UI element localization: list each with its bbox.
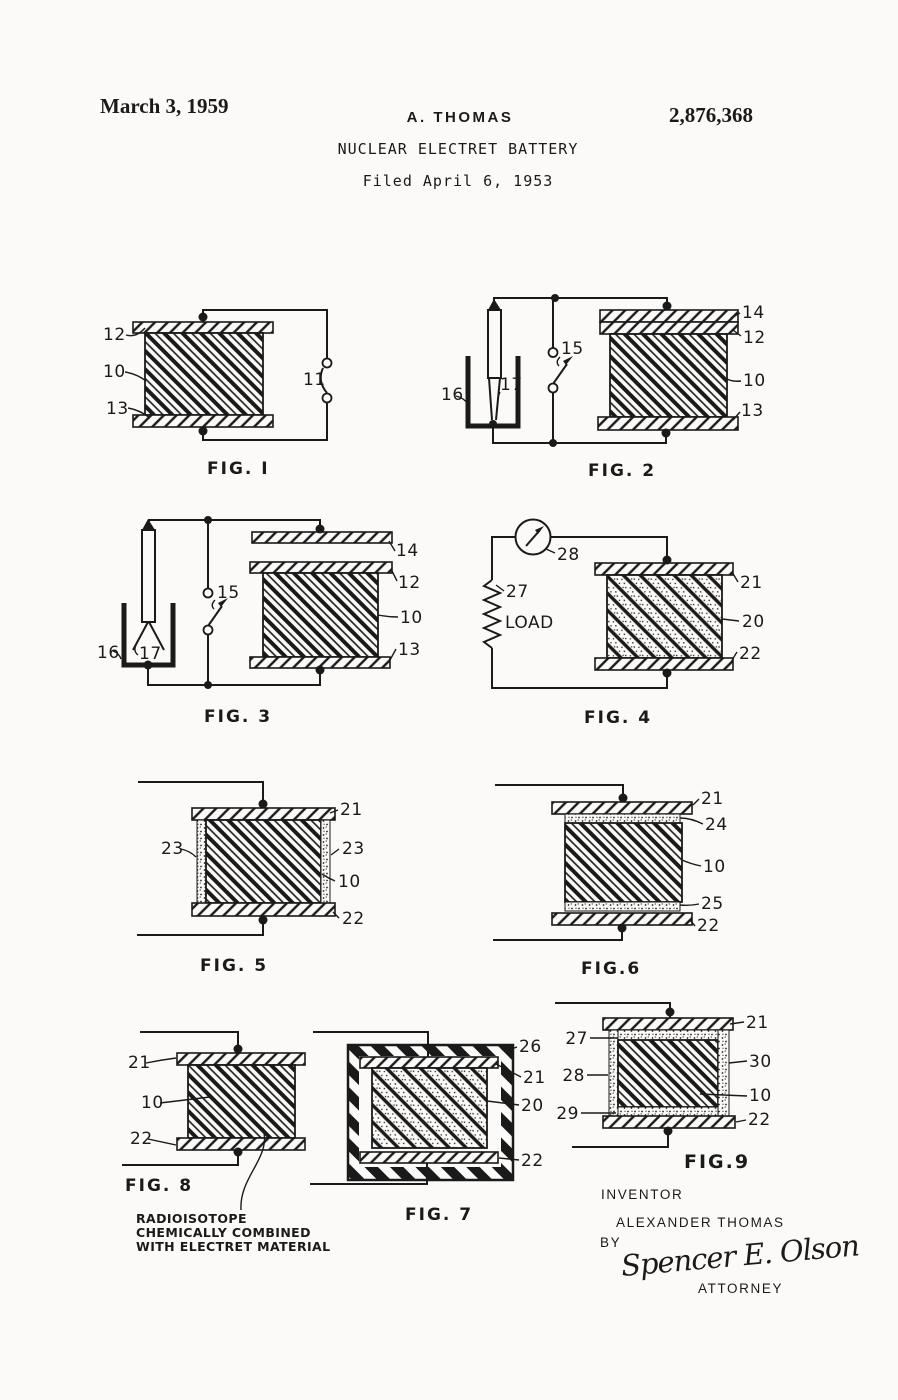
fig7-label-22: 22 — [521, 1151, 544, 1171]
fig5-label-23-right: 23 — [342, 839, 365, 859]
battery-element — [488, 310, 501, 378]
fig4-plate-22 — [595, 658, 733, 670]
attorney-label: ATTORNEY — [698, 1281, 784, 1296]
wire — [495, 785, 623, 800]
junction-dot — [316, 666, 325, 675]
fig7-label-21: 21 — [523, 1068, 546, 1088]
wire — [572, 1128, 668, 1147]
fig9-layer-30-right — [718, 1030, 729, 1116]
figure-7 — [310, 1032, 546, 1225]
switch-blade — [553, 364, 567, 384]
fig2-plate-13 — [598, 417, 738, 430]
fig9-label-29: 29 — [556, 1104, 579, 1124]
fig3-caption: FIG. 3 — [204, 707, 273, 727]
fig4-radioactive-electret-20 — [607, 575, 722, 658]
junction-dot — [234, 1045, 243, 1054]
switch-contact — [323, 359, 332, 368]
switch-contact — [204, 589, 213, 598]
fig5-label-10: 10 — [338, 872, 361, 892]
junction-dot — [663, 556, 672, 565]
leader-line — [331, 849, 339, 855]
junction-dot — [199, 427, 208, 436]
leader-line — [557, 357, 560, 366]
wire — [138, 782, 263, 806]
fig1-caption: FIG. I — [207, 459, 270, 479]
by-label: BY — [600, 1235, 622, 1250]
switch-contact — [204, 626, 213, 635]
fig6-label-25: 25 — [701, 894, 724, 914]
fig7-label-26: 26 — [519, 1037, 542, 1057]
junction-dot — [549, 439, 557, 447]
fig9-plate-21 — [603, 1018, 733, 1030]
fig2-plate-14 — [600, 310, 738, 322]
fig6-plate-22 — [552, 913, 692, 925]
junction-dot — [199, 313, 208, 322]
fig5-plate-22 — [192, 903, 335, 916]
fig9-layer-27-top — [618, 1030, 718, 1040]
fig2-label-17: 17 — [500, 375, 523, 395]
fig2-label-15: 15 — [561, 339, 584, 359]
inventor-name-header: A. THOMAS — [406, 109, 514, 126]
fig2-caption: FIG. 2 — [588, 461, 657, 481]
figure-5 — [137, 782, 365, 976]
junction-dot — [618, 924, 627, 933]
fig9-label-21: 21 — [746, 1013, 769, 1033]
fig9-electret-body-10 — [618, 1040, 718, 1107]
fig8-label-22: 22 — [130, 1129, 153, 1149]
junction-dot — [489, 420, 497, 428]
wire — [493, 925, 622, 940]
fig5-label-21: 21 — [340, 800, 363, 820]
fig1-label-12: 12 — [103, 325, 126, 345]
fig4-label-load: LOAD — [505, 613, 554, 633]
fig8-label-10: 10 — [141, 1093, 164, 1113]
figure-4 — [484, 520, 765, 729]
fig9-label-10: 10 — [749, 1086, 772, 1106]
fig6-leaders — [680, 799, 703, 926]
leader-line — [682, 860, 701, 866]
fig8-electret-body-10 — [188, 1065, 295, 1138]
switch-contact — [323, 394, 332, 403]
switch-blade — [208, 606, 222, 626]
fig5-caption: FIG. 5 — [200, 956, 269, 976]
figure-6 — [493, 785, 728, 979]
fig5-plate-21 — [192, 808, 335, 820]
fig4-load-resistor-27 — [484, 580, 500, 648]
fig5-dielectric-layer-23-left — [197, 820, 206, 903]
battery-element — [142, 530, 155, 622]
patent-number: 2,876,368 — [669, 103, 753, 127]
leader-line — [736, 1120, 746, 1122]
fig5-label-22: 22 — [342, 909, 365, 929]
fig6-label-21: 21 — [701, 789, 724, 809]
fig2-label-16: 16 — [441, 385, 464, 405]
fig7-label-20: 20 — [521, 1096, 544, 1116]
wire — [492, 537, 516, 580]
fig4-label-20: 20 — [742, 612, 765, 632]
fig4-label-28: 28 — [557, 545, 580, 565]
figure-8 — [122, 1032, 331, 1254]
fig9-label-30: 30 — [749, 1052, 772, 1072]
fig1-label-13: 13 — [106, 399, 129, 419]
fig3-label-17: 17 — [139, 644, 162, 664]
inventor-name: ALEXANDER THOMAS — [616, 1215, 785, 1230]
junction-dot — [663, 669, 672, 678]
inventor-heading: INVENTOR — [601, 1187, 684, 1202]
fig3-plate-12 — [250, 562, 392, 573]
fig8-caption: FIG. 8 — [125, 1176, 194, 1196]
junction-dot — [316, 525, 325, 534]
fig4-label-27: 27 — [506, 582, 529, 602]
fig3-label-15: 15 — [217, 583, 240, 603]
wire — [555, 1003, 670, 1018]
fig4-caption: FIG. 4 — [584, 708, 653, 728]
fig9-label-22: 22 — [748, 1110, 771, 1130]
junction-dot — [619, 794, 628, 803]
fig2-label-14: 14 — [742, 303, 765, 323]
fig7-plate-22 — [360, 1152, 498, 1163]
fig6-dielectric-layer-24 — [565, 814, 680, 823]
fig2-plate-12 — [600, 322, 738, 334]
leader-line — [125, 372, 146, 381]
fig3-electret-body-10 — [263, 573, 378, 657]
fig9-label-28: 28 — [562, 1066, 585, 1086]
fig4-label-22: 22 — [739, 644, 762, 664]
fig3-label-12: 12 — [398, 573, 421, 593]
fig5-electret-body-10 — [206, 820, 321, 903]
leader-line — [546, 549, 555, 553]
issue-date: March 3, 1959 — [100, 94, 229, 118]
fig2-electret-body-10 — [610, 334, 727, 417]
junction-dot — [204, 681, 212, 689]
switch-contact — [549, 384, 558, 393]
leader-line — [722, 619, 739, 621]
fig6-electret-body-10 — [565, 823, 682, 902]
annotation-line-3: WITH ELECTRET MATERIAL — [136, 1239, 331, 1254]
wire — [122, 1150, 238, 1165]
fig3-label-10: 10 — [400, 608, 423, 628]
junction-dot — [662, 429, 671, 438]
wire — [137, 916, 263, 935]
leader-line — [135, 645, 138, 655]
leader-line — [212, 600, 215, 609]
leader-line — [680, 904, 699, 905]
wire — [149, 520, 320, 532]
fig5-dielectric-layer-23-right — [321, 820, 330, 903]
fig1-electret-body-10 — [145, 333, 263, 415]
fig7-plate-21 — [360, 1057, 498, 1068]
fig4-plate-21 — [595, 563, 733, 575]
signature-block — [600, 1187, 860, 1296]
fig8-plate-21 — [177, 1053, 305, 1065]
wire — [140, 1032, 238, 1053]
leader-line — [727, 379, 741, 381]
fig6-plate-21 — [552, 802, 692, 814]
fig3-label-16: 16 — [97, 643, 120, 663]
fig6-label-10: 10 — [703, 857, 726, 877]
fig2-label-13: 13 — [741, 401, 764, 421]
junction-dot — [259, 800, 268, 809]
fig3-label-14: 14 — [396, 541, 419, 561]
junction-dot — [666, 1008, 675, 1017]
leader-line — [680, 818, 703, 824]
figure-2 — [441, 294, 766, 481]
fig1-label-11: 11 — [303, 370, 326, 390]
fig6-label-24: 24 — [705, 815, 728, 835]
switch-contact — [549, 348, 558, 357]
junction-dot — [204, 516, 212, 524]
fig1-top-electrode-plate-12 — [133, 322, 273, 333]
attorney-signature: Spencer E. Olson — [619, 1228, 861, 1283]
junction-dot — [234, 1148, 243, 1157]
fig9-plate-22 — [603, 1116, 735, 1128]
fig8-plate-22 — [177, 1138, 305, 1150]
fig7-radioactive-electret-20 — [372, 1068, 487, 1148]
battery-cap — [488, 299, 501, 310]
fig9-layer-28-left — [609, 1030, 618, 1116]
fig6-caption: FIG.6 — [581, 959, 642, 979]
fig4-label-21: 21 — [740, 573, 763, 593]
fig6-dielectric-layer-25 — [565, 902, 680, 911]
fig8-annotation — [136, 1211, 331, 1254]
fig4-meter-28 — [516, 520, 551, 555]
leader-line — [729, 1061, 747, 1063]
junction-dot — [664, 1127, 673, 1136]
fig3-plate-14 — [252, 532, 392, 543]
fig2-battery-16 — [468, 299, 518, 428]
leader-line — [496, 585, 504, 591]
fig1-label-10: 10 — [103, 362, 126, 382]
junction-dot — [259, 916, 268, 925]
fig6-label-22: 22 — [697, 916, 720, 936]
annotation-line-2: CHEMICALLY COMBINED — [136, 1225, 311, 1240]
junction-dot — [663, 302, 672, 311]
filed-date: Filed April 6, 1953 — [362, 172, 554, 190]
figure-3 — [97, 516, 423, 727]
leader-line — [378, 615, 398, 617]
fig9-label-27: 27 — [565, 1029, 588, 1049]
wire — [494, 298, 667, 311]
fig2-label-12: 12 — [743, 328, 766, 348]
fig7-caption: FIG. 7 — [405, 1205, 474, 1225]
fig2-label-10: 10 — [743, 371, 766, 391]
figure-9 — [555, 1003, 772, 1173]
fig5-label-23-left: 23 — [161, 839, 184, 859]
patent-title: NUCLEAR ELECTRET BATTERY — [337, 140, 579, 158]
header — [100, 94, 753, 190]
leader-line — [693, 799, 699, 805]
junction-dot — [551, 294, 559, 302]
fig9-layer-29-bottom — [618, 1107, 718, 1116]
leader-line — [390, 649, 396, 660]
fig9-caption: FIG.9 — [684, 1151, 751, 1173]
fig3-label-13: 13 — [398, 640, 421, 660]
fig1-bottom-electrode-plate-13 — [133, 415, 273, 427]
fig8-label-21: 21 — [128, 1053, 151, 1073]
leader-line — [732, 572, 738, 582]
figure-1 — [103, 310, 332, 479]
leader-line — [392, 571, 397, 581]
annotation-line-1: RADIOISOTOPE — [136, 1211, 247, 1226]
